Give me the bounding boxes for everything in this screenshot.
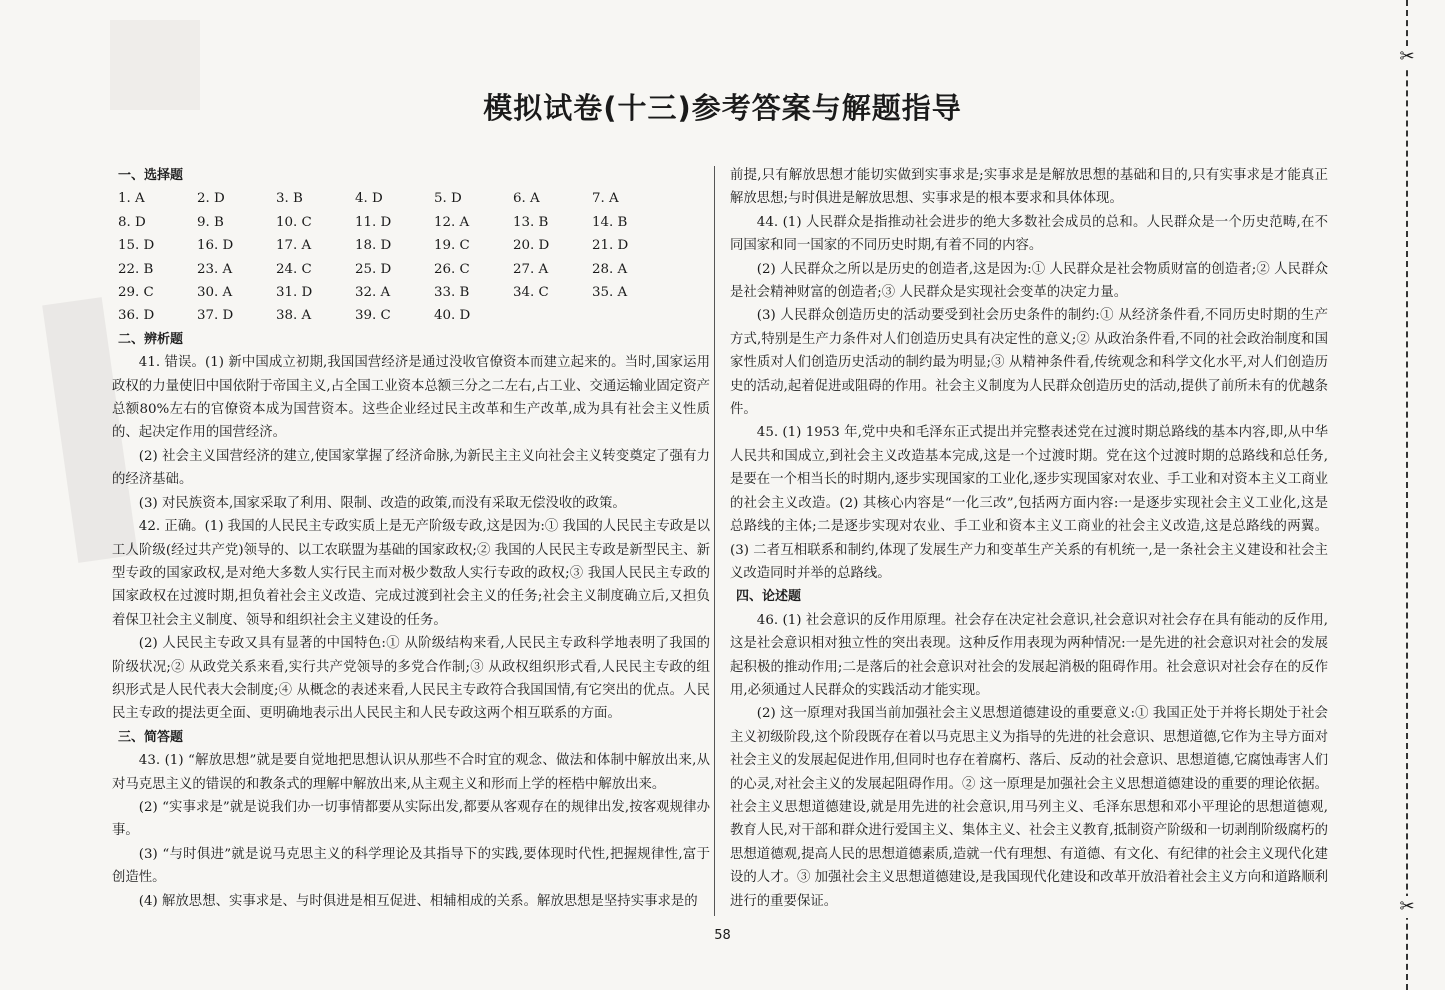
answer-44-part2: (2) 人民群众之所以是历史的创造者,这是因为:① 人民群众是社会物质财富的创造者;② 人民群众是社会精神财富的创造者;③ 人民群众是实现社会变革的决定力量。 bbox=[730, 261, 1328, 301]
choice-answer: 29. C bbox=[118, 285, 154, 301]
choice-answer: 23. A bbox=[197, 261, 233, 277]
choice-answer: 28. A bbox=[592, 261, 628, 277]
left-column bbox=[112, 164, 710, 913]
cut-line bbox=[1406, 0, 1408, 990]
choice-answer: 22. B bbox=[118, 261, 154, 277]
choice-answer: 40. D bbox=[434, 308, 471, 324]
answer-43-continued: 前提,只有解放思想才能切实做到实事求是;实事求是是解放思想的基础和目的,只有实事求是才能真正解放思想;与时俱进是解放思想、实事求是的根本要求和具体体现。 bbox=[730, 168, 1328, 207]
choice-answer: 33. B bbox=[434, 285, 470, 301]
choice-answer: 16. D bbox=[197, 238, 234, 254]
choice-answer: 10. C bbox=[276, 214, 312, 230]
choice-answer: 12. A bbox=[434, 214, 470, 230]
choice-answer: 32. A bbox=[355, 285, 391, 301]
answer-41-part3: (3) 对民族资本,国家采取了利用、限制、改造的政策,而没有采取无偿没收的政策。 bbox=[138, 495, 626, 511]
answer-45: 45. (1) 1953 年,党中央和毛泽东正式提出并完整表述党在过渡时期总路线的基本内容,即,从中华人民共和国成立,到社会主义改造基本完成,这是一个过渡时期。党在这个过渡时期的总路线和总任务,是要在一个相当长的时期内,逐步实现国家的工业化,逐步实现国家对农业、手工业和对资本主义工商业的社会主义改造。(2) 其核心内容是“一化三改”,包括两方面内容:一是逐步实现社会主义工业化,这是总路线的主体;二是逐步实现对农业、手工业和资本主义工商业的社会主义改造,这是总路线的两翼。(3) 二者互相联系和制约,体现了发展生产力和变革生产关系的有机统一,是一条社会主义建设和社会主义改造同时并举的总路线。 bbox=[730, 425, 1328, 581]
choice-answer: 9. B bbox=[197, 214, 224, 230]
choice-answer: 34. C bbox=[513, 285, 549, 301]
choice-answer: 39. C bbox=[355, 308, 391, 324]
choice-answer: 31. D bbox=[276, 285, 313, 301]
choice-answer: 5. D bbox=[434, 191, 462, 207]
section-heading-analysis: 二、辨析题 bbox=[118, 331, 184, 347]
choice-answer: 1. A bbox=[118, 191, 145, 207]
choice-answer: 30. A bbox=[197, 285, 233, 301]
answer-44-part3: (3) 人民群众创造历史的活动要受到社会历史条件的制约:① 从经济条件看,不同历史时期的生产方式,特别是生产力条件对人们创造历史具有决定性的意义;② 从政治条件看,不同的社会政治制度和国家性质对人们创造历史活动的制约最为明显;③ 从精神条件看,传统观念和科学文化水平,对人们创造历史的活动,起着促进或阻碍的作用。社会主义制度为人民群众创造历史的活动,提供了前所未有的优越条件。 bbox=[730, 308, 1328, 418]
answer-44-part1: 44. (1) 人民群众是指推动社会进步的绝大多数社会成员的总和。人民群众是一个历史范畴,在不同国家和同一国家的不同历史时期,有着不同的内容。 bbox=[730, 214, 1328, 254]
choice-answer: 15. D bbox=[118, 238, 155, 254]
section-heading-essay: 四、论述题 bbox=[736, 589, 802, 605]
answer-42-part1: 42. 正确。(1) 我国的人民民主专政实质上是无产阶级专政,这是因为:① 我国的人民民主专政是以工人阶级(经过共产党)领导的、以工农联盟为基础的国家政权;② 我国的人民民主专政是新型民主、新型专政的国家政权,是对绝大多数人实行民主而对极少数敌人实行专政的政权;③ 我国人民民主专政的国家政权在过渡时期,担负着社会主义改造、完成过渡到社会主义的任务;社会主义制度确立后,又担负着保卫社会主义制度、领导和组织社会主义建设的任务。 bbox=[112, 519, 710, 628]
answer-46-part1: 46. (1) 社会意识的反作用原理。社会存在决定社会意识,社会意识对社会存在具有能动的反作用,这是社会意识相对独立性的突出表现。这种反作用表现为两种情况:一是先进的社会意识对社会的发展起积极的推动作用;二是落后的社会意识对社会的发展起消极的阻碍作用。社会意识对社会存在的反作用,必须通过人民群众的实践活动才能实现。 bbox=[730, 612, 1328, 698]
choice-answer: 6. A bbox=[513, 191, 540, 207]
choice-answer: 4. D bbox=[355, 191, 383, 207]
choice-answer: 8. D bbox=[118, 214, 146, 230]
choice-answer: 18. D bbox=[355, 238, 392, 254]
answer-42-part2: (2) 人民民主专政又具有显著的中国特色:① 从阶级结构来看,人民民主专政科学地表明了我国的阶级状况;② 从政党关系来看,实行共产党领导的多党合作制;③ 从政权组织形式看,人民民主专政的组织形式是人民代表大会制度;④ 从概念的表述来看,人民民主专政符合我国国情,有它突出的优点。人民民主专政的提法更全面、更明确地表示出人民民主和人民专政这两个相互联系的方面。 bbox=[112, 636, 710, 722]
answer-43-part1: 43. (1) “解放思想”就是要自觉地把思想认识从那些不合时宜的观念、做法和体制中解放出来,从对马克思主义的错误的和教条式的理解中解放出来,从主观主义和形而上学的桎梏中解放出来。 bbox=[112, 753, 710, 792]
choice-answer: 27. A bbox=[513, 261, 549, 277]
choice-answer: 3. B bbox=[276, 191, 303, 207]
choice-answer: 17. A bbox=[276, 238, 312, 254]
choice-answer: 37. D bbox=[197, 308, 234, 324]
choice-answer: 19. C bbox=[434, 238, 470, 254]
answer-43-part3: (3) “与时俱进”就是说马克思主义的科学理论及其指导下的实践,要体现时代性,把握规律性,富于创造性。 bbox=[112, 846, 710, 886]
section-heading-choice: 一、选择题 bbox=[118, 168, 184, 183]
choice-answer: 7. A bbox=[592, 191, 619, 207]
page-number: 58 bbox=[714, 928, 731, 943]
choice-answer: 38. A bbox=[276, 308, 312, 324]
section-heading-short: 三、简答题 bbox=[118, 729, 184, 745]
scissors-icon: ✂ bbox=[1396, 46, 1418, 68]
answer-41-part2: (2) 社会主义国营经济的建立,使国家掌握了经济命脉,为新民主主义向社会主义转变奠定了强有力的经济基础。 bbox=[112, 448, 710, 488]
choice-answer: 36. D bbox=[118, 308, 155, 324]
column-divider bbox=[714, 166, 715, 916]
choice-answer: 2. D bbox=[197, 191, 225, 207]
choice-answers-grid bbox=[118, 187, 710, 327]
choice-answer: 21. D bbox=[592, 238, 629, 254]
answer-43-part2: (2) “实事求是”就是说我们办一切事情都要从实际出发,都要从客观存在的规律出发,按客观规律办事。 bbox=[112, 799, 710, 839]
answer-46-part2: (2) 这一原理对我国当前加强社会主义思想道德建设的重要意义:① 我国正处于并将长期处于社会主义初级阶段,这个阶段既存在着以马克思主义为指导的先进的社会意识、思想道德,它作为主导方面对社会主义的发展起促进作用,但同时也存在着腐朽、落后、反动的社会意识、思想道德,它腐蚀毒害人们的心灵,对社会主义的发展起阻碍作用。② 这一原理是加强社会主义思想道德建设的重要的理论依据。社会主义思想道德建设,就是用先进的社会意识,用马列主义、毛泽东思想和邓小平理论的思想道德观,教育人民,对干部和群众进行爱国主义、集体主义、社会主义教育,抵制资产阶级和一切剥削阶级腐朽的思想道德观,提高人民的思想道德素质,造就一代有理想、有道德、有文化、有纪律的社会主义现代化建设的人才。③ 加强社会主义思想道德建设,是我国现代化建设和改革开放沿着社会主义方向和道路顺利进行的重要保证。 bbox=[730, 706, 1328, 909]
choice-answer: 20. D bbox=[513, 238, 550, 254]
choice-answer: 14. B bbox=[592, 214, 628, 230]
page-title: 模拟试卷(十三)参考答案与解题指导 bbox=[483, 91, 962, 125]
right-column bbox=[730, 164, 1328, 913]
choice-answer: 26. C bbox=[434, 261, 470, 277]
answer-43-part4: (4) 解放思想、实事求是、与时俱进是相互促进、相辅相成的关系。解放思想是坚持实事求是的 bbox=[138, 893, 698, 909]
choice-answer: 35. A bbox=[592, 285, 628, 301]
choice-answer: 24. C bbox=[276, 261, 312, 277]
choice-answer: 13. B bbox=[513, 214, 549, 230]
answer-41-part1: 41. 错误。(1) 新中国成立初期,我国国营经济是通过没收官僚资本而建立起来的。当时,国家运用政权的力量使旧中国依附于帝国主义,占全国工业资本总额三分之二左右,占工业、交通运输业固定资产总额80%左右的官僚资本成为国营资本。这些企业经过民主改革和生产改革,成为具有社会主义性质的、起决定作用的国营经济。 bbox=[112, 355, 710, 441]
scissors-icon: ✂ bbox=[1396, 896, 1418, 918]
choice-answer: 25. D bbox=[355, 261, 392, 277]
choice-answer: 11. D bbox=[355, 214, 392, 230]
